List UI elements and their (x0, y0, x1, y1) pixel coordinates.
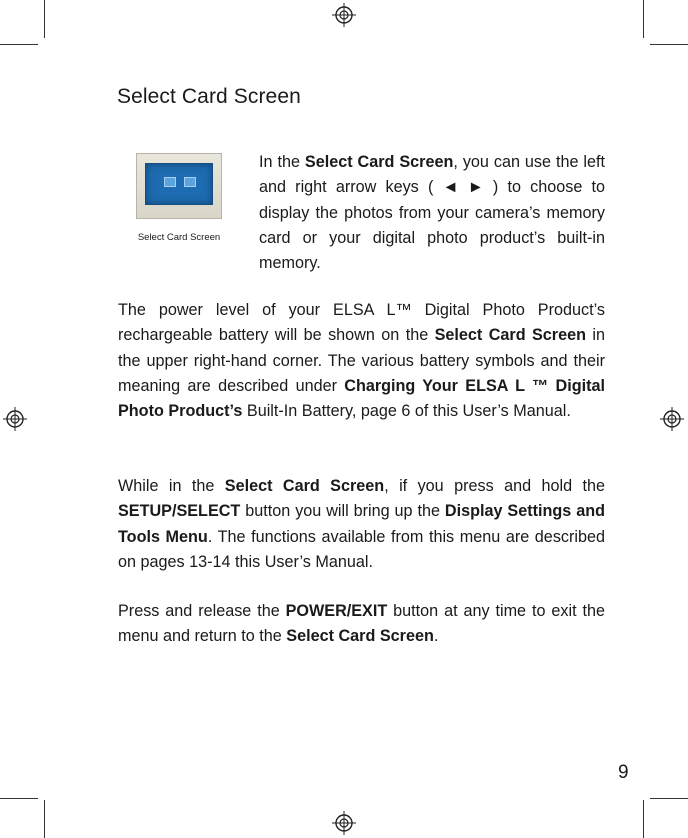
registration-mark-icon (3, 407, 27, 431)
registration-mark-icon (660, 407, 684, 431)
text-run: button at any time to exit the menu and return to the (118, 602, 605, 646)
internal-memory-icon (184, 177, 196, 187)
crop-mark (44, 800, 45, 838)
bold-text: Charging Your ELSA L ™ Digital Photo Product’s (118, 376, 605, 421)
device-screen-image (136, 153, 222, 219)
device-screen (145, 163, 213, 205)
text-run: While in the (118, 477, 225, 495)
crop-mark (650, 44, 688, 45)
page-title: Select Card Screen (117, 85, 301, 108)
figure-caption: Select Card Screen (137, 232, 221, 243)
text-run: , you can use the left and right arrow keys ( ◄ ► ) to choose to display the photos from your camera’s memory card or your digital photo product’s built-in memory. (259, 153, 606, 273)
text-run: , if you press and hold the (384, 477, 606, 495)
text-run: . (433, 627, 439, 646)
page-number: 9 (618, 762, 629, 783)
crop-mark (44, 0, 45, 38)
crop-mark (643, 800, 644, 838)
paragraph-exit (118, 599, 605, 650)
bold-text: Select Card Screen (286, 627, 434, 646)
paragraph-intro (259, 150, 605, 276)
text-run: button you will bring up the (240, 502, 445, 521)
bold-text: Display Settings and Tools Menu (118, 502, 605, 546)
text-run: Built-In Battery, page 6 of this User’s Manual. (242, 402, 571, 421)
text-run: The power level of your ELSA L™ Digital Photo Product’s rechargeable battery will be shown on the (118, 301, 605, 345)
bold-text: Select Card Screen (224, 477, 385, 495)
crop-mark (643, 0, 644, 38)
memory-card-icon (164, 177, 176, 187)
text-run: Press and release the (118, 602, 286, 620)
text-run: . The functions available from this menu are described on pages 13-14 this User’s Manual. (118, 527, 605, 571)
bold-text: SETUP/SELECT (118, 502, 241, 521)
registration-mark-icon (332, 3, 356, 27)
crop-mark (650, 798, 688, 799)
select-card-screen-figure (136, 153, 222, 243)
paragraph-battery (118, 298, 605, 424)
crop-mark (0, 44, 38, 45)
text-run: in the upper right-hand corner. The various battery symbols and their meaning are described under (118, 326, 606, 395)
registration-mark-icon (332, 811, 356, 835)
crop-mark (0, 798, 38, 799)
bold-text: POWER/EXIT (285, 602, 388, 620)
text-run: In the (259, 153, 305, 171)
bold-text: Select Card Screen (304, 153, 454, 171)
bold-text: Select Card Screen (434, 326, 586, 345)
paragraph-settings-menu (118, 474, 605, 575)
